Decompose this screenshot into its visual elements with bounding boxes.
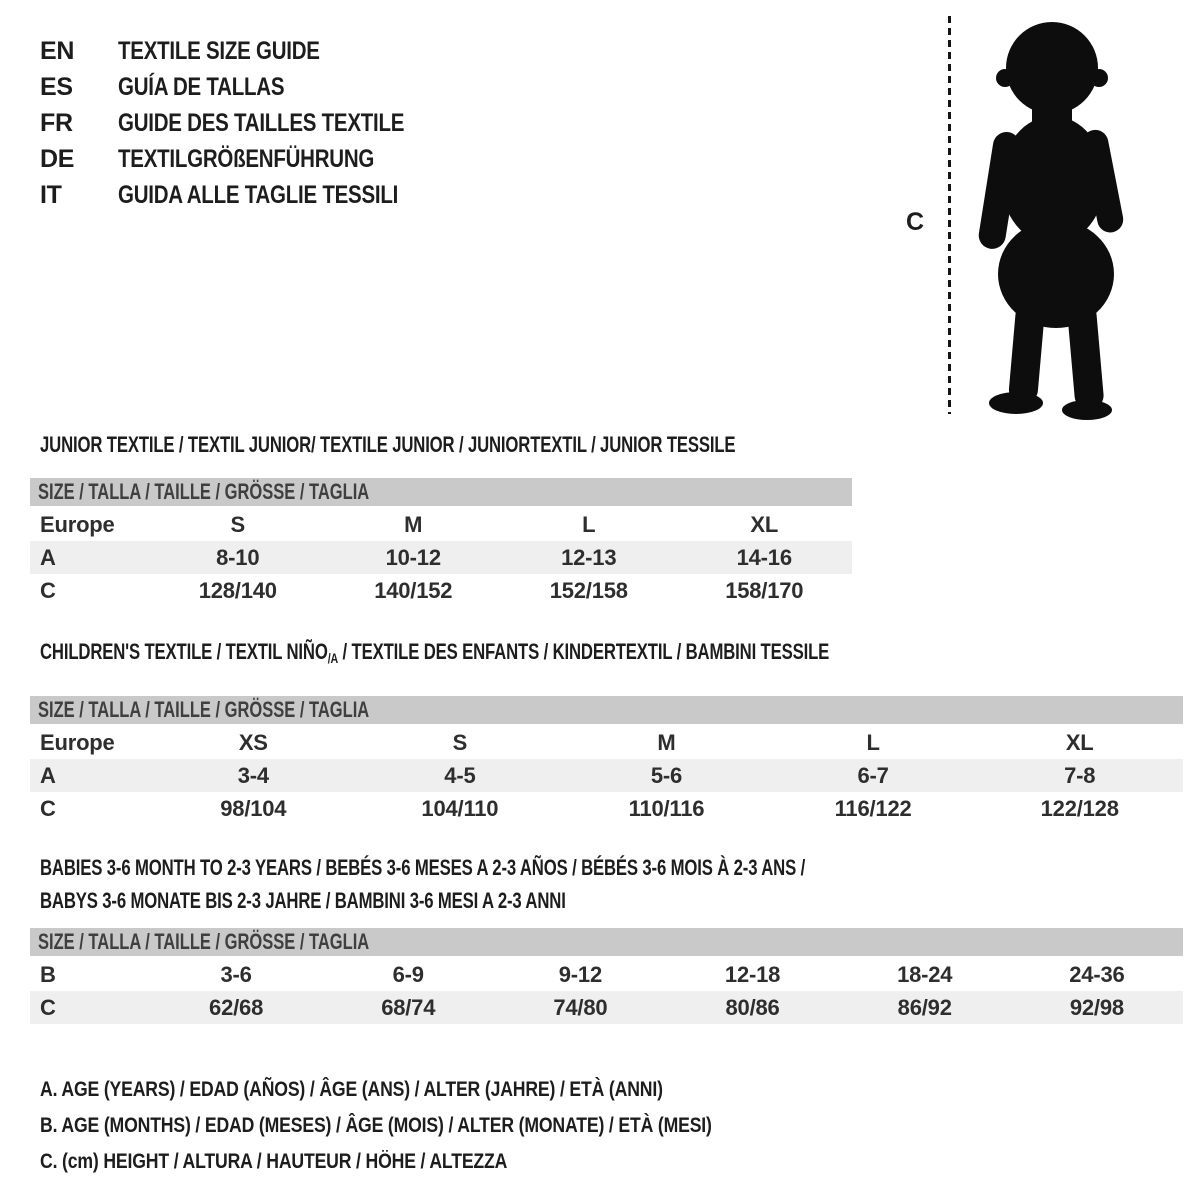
table-row-europe	[30, 726, 1183, 759]
cell: 152/158	[549, 577, 628, 603]
table-row-months	[30, 958, 1183, 991]
cell: XL	[1065, 729, 1094, 755]
language-code: DE	[40, 145, 75, 173]
height-measure-line	[948, 16, 951, 414]
language-title: TEXTILGRÖßENFÜHRUNG	[118, 145, 375, 173]
junior-section-title-text: JUNIOR TEXTILE / TEXTIL JUNIOR/ TEXTILE JUNIOR / JUNIORTEXTIL / JUNIOR TESSILE	[40, 432, 736, 457]
childrens-title-suffix: / TEXTILE DES ENFANTS / KINDERTEXTIL / BAMBINI TESSILE	[338, 639, 830, 664]
table-row-height	[30, 574, 852, 607]
row-label: B	[40, 961, 56, 987]
table-row-age	[30, 759, 1183, 792]
cell: 12-13	[561, 544, 617, 570]
cell: 12-18	[724, 961, 781, 987]
cell: 7-8	[1064, 762, 1096, 788]
babies-section-title-line1: BABIES 3-6 MONTH TO 2-3 YEARS / BEBÉS 3-6 MESES A 2-3 AÑOS / BÉBÉS 3-6 MOIS À 2-3 ANS /	[40, 855, 806, 880]
junior-section-title	[40, 433, 852, 457]
language-code: IT	[40, 181, 62, 209]
cell: 116/122	[834, 795, 912, 821]
language-code: FR	[40, 109, 73, 137]
cell: 128/140	[198, 577, 277, 603]
size-header-label: SIZE / TALLA / TAILLE / GRÖSSE / TAGLIA	[38, 479, 370, 504]
cell: XS	[238, 729, 268, 755]
cell: 86/92	[897, 994, 952, 1020]
row-label: Europe	[40, 729, 115, 755]
babies-section-title-line2: BABYS 3-6 MONATE BIS 2-3 JAHRE / BAMBINI 3-6 MESI A 2-3 ANNI	[40, 888, 566, 913]
table-row-height	[30, 991, 1183, 1024]
size-header-label: SIZE / TALLA / TAILLE / GRÖSSE / TAGLIA	[38, 929, 370, 954]
cell: 62/68	[209, 994, 264, 1020]
cell: M	[657, 729, 676, 755]
cell: XL	[750, 511, 779, 537]
language-title: GUIDE DES TAILLES TEXTILE	[118, 109, 405, 137]
language-title: TEXTILE SIZE GUIDE	[118, 37, 320, 65]
section-junior-textile	[30, 433, 852, 607]
language-title: GUIDA ALLE TAGLIE TESSILI	[118, 181, 399, 209]
cell: 158/170	[725, 577, 804, 603]
cell: L	[582, 511, 596, 537]
toddler-silhouette-icon	[960, 14, 1140, 422]
section-babies-textile	[30, 851, 1183, 1024]
cell: 98/104	[220, 795, 287, 821]
row-label: C	[40, 994, 56, 1020]
childrens-title-subscript: /A	[327, 650, 339, 666]
language-title: GUÍA DE TALLAS	[118, 73, 285, 101]
cell: 92/98	[1069, 994, 1124, 1020]
cell: 6-9	[392, 961, 424, 987]
language-row-es	[40, 69, 467, 105]
cell: 5-6	[650, 762, 683, 788]
language-code: ES	[40, 73, 73, 101]
cell: 104/110	[421, 795, 499, 821]
cell: 3-6	[220, 961, 252, 987]
childrens-size-header-bar	[30, 696, 1183, 724]
childrens-title-prefix: CHILDREN'S TEXTILE / TEXTIL NIÑO	[40, 639, 328, 664]
cell: 4-5	[444, 762, 476, 788]
cell: 110/116	[628, 795, 705, 821]
legend-line-c: C. (cm) HEIGHT / ALTURA / HAUTEUR / HÖHE / ALTEZZA	[40, 1150, 508, 1173]
babies-size-header-bar	[30, 928, 1183, 956]
cell: S	[452, 729, 468, 755]
table-row-europe	[30, 508, 852, 541]
cell: L	[866, 729, 880, 755]
legend-line-a: A. AGE (YEARS) / EDAD (AÑOS) / ÂGE (ANS) / ALTER (JAHRE) / ETÀ (ANNI)	[40, 1078, 663, 1101]
cell: 8-10	[216, 544, 260, 570]
cell: 24-36	[1069, 961, 1125, 987]
childrens-size-table	[30, 726, 1183, 825]
junior-size-header-bar	[30, 478, 852, 506]
cell: 3-4	[237, 762, 269, 788]
language-row-de	[40, 141, 467, 177]
cell: 9-12	[558, 961, 602, 987]
cell: 122/128	[1040, 795, 1119, 821]
table-row-age	[30, 541, 852, 574]
language-title-list	[40, 33, 467, 213]
junior-size-table	[30, 508, 852, 607]
height-measure-label: C	[906, 208, 925, 236]
cell: 140/152	[374, 577, 453, 603]
table-row-height	[30, 792, 1183, 825]
section-childrens-textile	[30, 640, 1183, 825]
cell: 74/80	[553, 994, 608, 1020]
childrens-section-title	[40, 640, 1183, 670]
cell: 68/74	[381, 994, 436, 1020]
babies-size-table	[30, 958, 1183, 1024]
language-row-fr	[40, 105, 467, 141]
cell: 18-24	[897, 961, 953, 987]
legend-line-b: B. AGE (MONTHS) / EDAD (MESES) / ÂGE (MOIS) / ALTER (MONATE) / ETÀ (MESI)	[40, 1114, 712, 1137]
cell: M	[404, 511, 423, 537]
row-label: C	[40, 795, 56, 821]
cell: 10-12	[385, 544, 441, 570]
row-label: Europe	[40, 511, 115, 537]
cell: S	[230, 511, 245, 537]
cell: 80/86	[725, 994, 780, 1020]
language-code: EN	[40, 37, 75, 65]
row-label: A	[40, 544, 56, 570]
cell: 14-16	[736, 544, 792, 570]
language-row-en	[40, 33, 467, 69]
childrens-section-title-text	[40, 640, 829, 670]
measurement-legend	[40, 1072, 840, 1180]
row-label: C	[40, 577, 56, 603]
language-row-it	[40, 177, 467, 213]
cell: 6-7	[857, 762, 889, 788]
size-header-label: SIZE / TALLA / TAILLE / GRÖSSE / TAGLIA	[38, 697, 370, 722]
row-label: A	[40, 762, 56, 788]
